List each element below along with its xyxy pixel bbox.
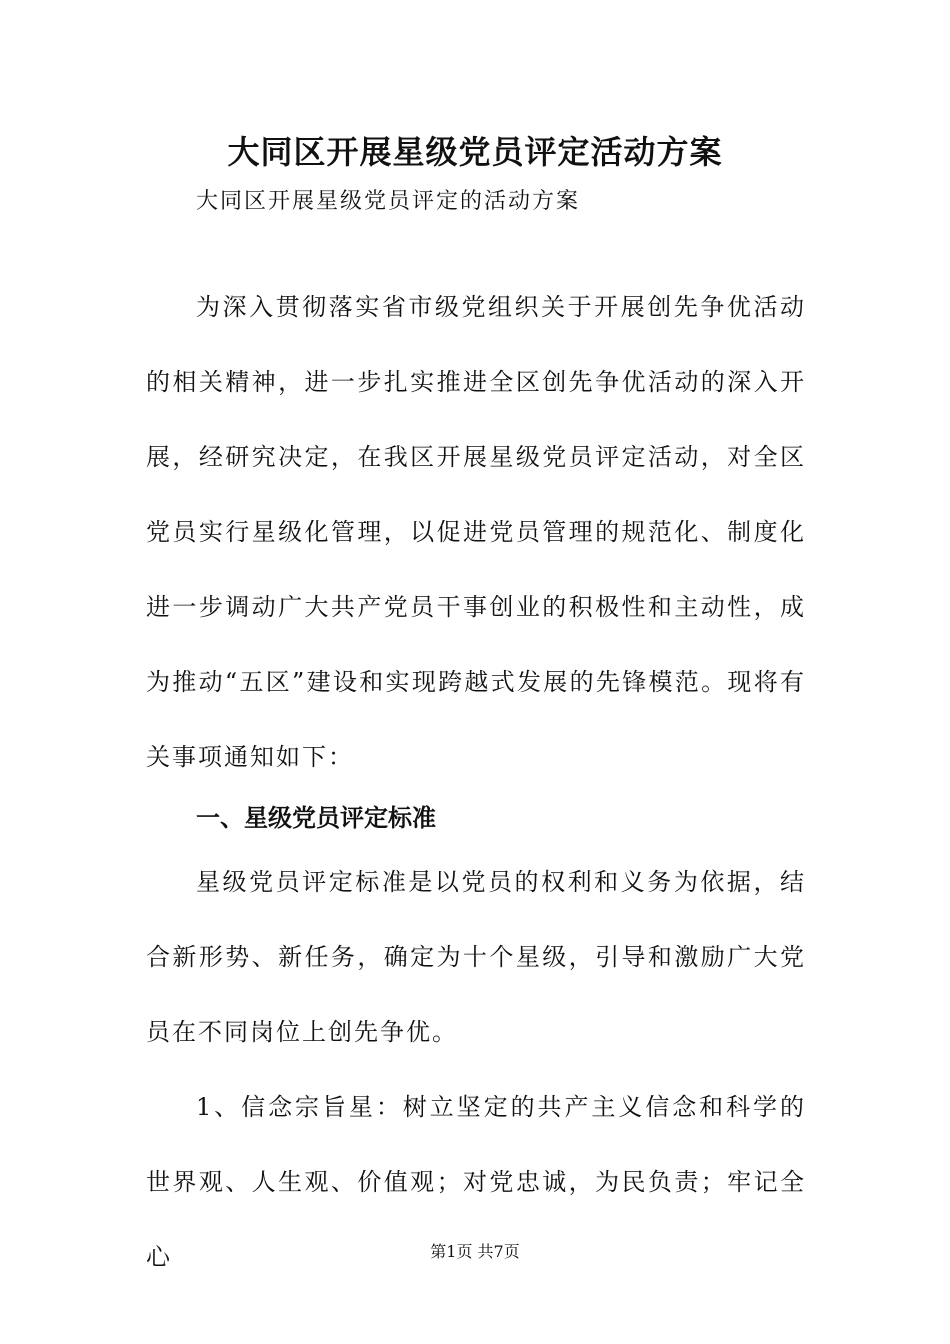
- document-subtitle: 大同区开展星级党员评定的活动方案: [196, 189, 581, 214]
- document-title: 大同区开展星级党员评定活动方案: [227, 133, 723, 171]
- section-1-item-1: 1、信念宗旨星：树立坚定的共产主义信念和科学的世界观、人生观、价值观；对党忠诚，为民负责；牢记全心: [146, 1093, 806, 1271]
- page-number: 第1页 共7页: [430, 1242, 520, 1261]
- section-heading-1: 一、星级党员评定标准: [196, 804, 436, 832]
- section-1-paragraph: 星级党员评定标准是以党员的权利和义务为依据，结合新形势、新任务，确定为十个星级，引导和激励广大党员在不同岗位上创先争优。: [146, 868, 806, 1046]
- intro-paragraph: 为深入贯彻落实省市级党组织关于开展创先争优活动的相关精神，进一步扎实推进全区创先争优活动的深入开展，经研究决定，在我区开展星级党员评定活动，对全区党员实行星级化管理，以促进党员管理的规范化、制度化进一步调动广大共产党员干事创业的积极性和主动性，成为推动“五区”建设和实现跨越式发展的先锋模范。现将有关事项通知如下：: [146, 293, 806, 771]
